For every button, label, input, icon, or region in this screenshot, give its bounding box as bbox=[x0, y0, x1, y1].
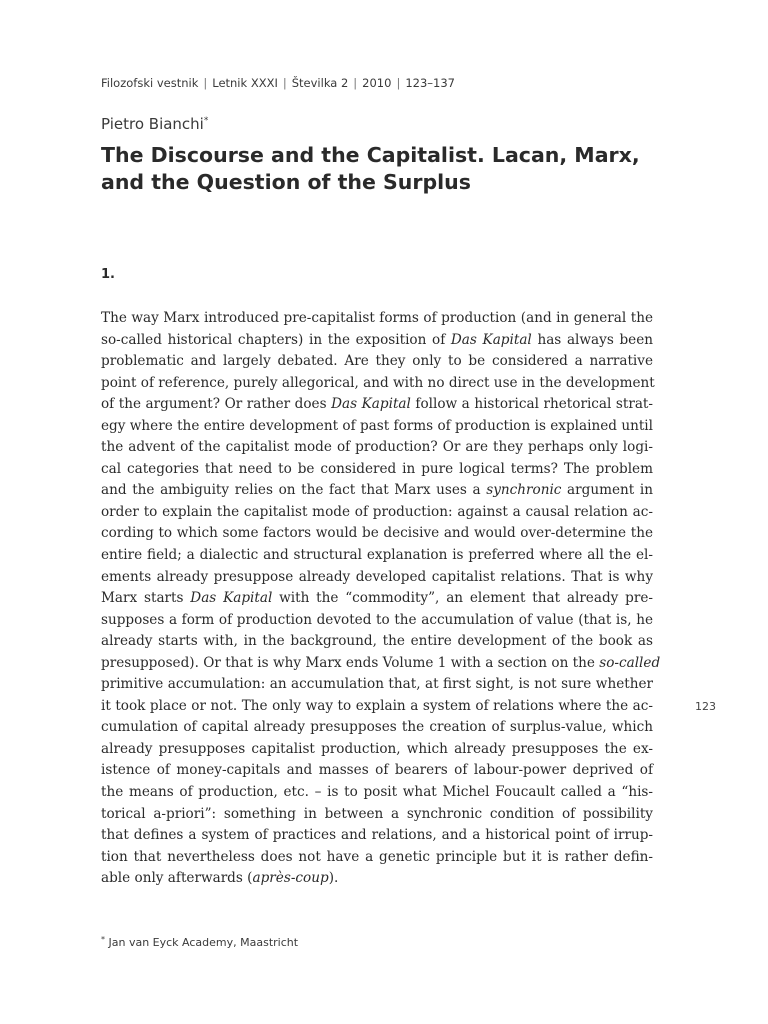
title-line-1: The Discourse and the Capitalist. Lacan, Marx, bbox=[101, 143, 640, 167]
body-paragraph bbox=[101, 308, 661, 890]
body-line bbox=[101, 373, 653, 395]
body-text-segment: ements already presuppose already developed capitalist relations. That is why bbox=[101, 568, 653, 585]
body-text-segment: presupposed). Or that is why Marx ends Volume 1 with a section on the bbox=[101, 654, 600, 671]
body-line bbox=[101, 437, 653, 459]
body-line bbox=[101, 825, 653, 847]
header-separator: | bbox=[282, 76, 287, 90]
body-text-segment: the advent of the capitalist mode of production? Or are they perhaps only logi- bbox=[101, 439, 653, 456]
page-number: 123 bbox=[695, 700, 716, 713]
body-text-segment: it took place or not. The only way to explain a system of relations where the ac- bbox=[101, 697, 653, 714]
header-separator: | bbox=[353, 76, 358, 90]
body-emphasis: Das Kapital bbox=[331, 396, 411, 413]
body-text-segment: problematic and largely debated. Are they only to be considered a narrative bbox=[101, 353, 653, 370]
journal-volume: Letnik XXXI bbox=[212, 76, 278, 90]
body-text-segment: already presupposes capitalist production, which already presupposes the ex- bbox=[101, 740, 653, 757]
body-line bbox=[101, 847, 653, 869]
body-text-segment: argument in bbox=[561, 482, 653, 499]
body-text-segment: the means of production, etc. – is to posit what Michel Foucault called a “his- bbox=[101, 784, 653, 801]
body-line bbox=[101, 480, 653, 502]
journal-header bbox=[101, 76, 455, 90]
author-footnote-marker: * bbox=[203, 116, 209, 126]
footnote-text: Jan van Eyck Academy, Maastricht bbox=[108, 936, 299, 949]
body-text-segment: istence of money-capitals and masses of bearers of labour-power deprived of bbox=[101, 762, 653, 779]
body-text-segment: cal categories that need to be considered in pure logical terms? The problem bbox=[101, 460, 653, 477]
body-text-segment: torical a-priori”: something in between a synchronic condition of possibility bbox=[101, 805, 653, 822]
body-line bbox=[101, 308, 653, 330]
body-text-segment: already starts with, in the background, the entire development of the book as bbox=[101, 633, 653, 650]
body-text-segment: of the argument? Or rather does bbox=[101, 396, 332, 413]
body-text-segment: order to explain the capitalist mode of production: against a causal relation ac- bbox=[101, 503, 653, 520]
journal-pages: 123–137 bbox=[405, 76, 455, 90]
body-line bbox=[101, 674, 653, 696]
body-text-segment: ). bbox=[328, 870, 339, 887]
body-line bbox=[101, 868, 653, 890]
body-line bbox=[101, 653, 661, 675]
journal-name: Filozofski vestnik bbox=[101, 76, 199, 90]
author-name: Pietro Bianchi bbox=[101, 115, 204, 133]
body-line bbox=[101, 545, 653, 567]
body-text-segment: able only afterwards ( bbox=[101, 870, 253, 887]
body-line bbox=[101, 610, 653, 632]
footnote-marker: * bbox=[101, 935, 105, 944]
body-emphasis: synchronic bbox=[486, 482, 562, 499]
body-line bbox=[101, 459, 653, 481]
body-emphasis: Das Kapital bbox=[450, 331, 532, 348]
body-text-segment: and the ambiguity relies on the fact that Marx uses a bbox=[101, 482, 487, 499]
body-text-segment: cumulation of capital already presupposes the creation of surplus-value, which bbox=[101, 719, 653, 736]
body-line bbox=[101, 330, 653, 352]
body-emphasis: après-coup bbox=[252, 870, 329, 887]
body-text-segment: point of reference, purely allegorical, and with no direct use in the development bbox=[101, 374, 655, 391]
body-line bbox=[101, 717, 653, 739]
author-line bbox=[101, 115, 208, 133]
body-line bbox=[101, 782, 653, 804]
body-emphasis: so-called bbox=[599, 654, 661, 671]
article-title bbox=[101, 142, 661, 196]
body-text-segment: that defines a system of practices and relations, and a historical point of irrup- bbox=[101, 827, 653, 844]
body-line bbox=[101, 631, 653, 653]
body-text-segment: cording to which some factors would be decisive and would over-determine the bbox=[101, 525, 653, 542]
body-line bbox=[101, 760, 653, 782]
title-line-2: and the Question of the Surplus bbox=[101, 170, 471, 194]
body-text-segment: egy where the entire development of past forms of production is explained until bbox=[101, 417, 653, 434]
body-line bbox=[101, 351, 653, 373]
section-heading: 1. bbox=[101, 267, 115, 282]
body-text-segment: with the “commodity”, an element that already pre- bbox=[272, 590, 653, 607]
body-line bbox=[101, 588, 653, 610]
body-line bbox=[101, 523, 653, 545]
body-text-segment: primitive accumulation: an accumulation that, at first sight, is not sure whether bbox=[101, 676, 653, 693]
header-separator: | bbox=[203, 76, 208, 90]
header-separator: | bbox=[396, 76, 401, 90]
body-line bbox=[101, 804, 653, 826]
body-line bbox=[101, 739, 653, 761]
body-line bbox=[101, 696, 653, 718]
journal-year: 2010 bbox=[362, 76, 392, 90]
body-line bbox=[101, 567, 653, 589]
body-line bbox=[101, 394, 653, 416]
body-text-segment: supposes a form of production devoted to the accumulation of value (that is, he bbox=[101, 611, 653, 628]
body-line bbox=[101, 416, 653, 438]
body-text-segment: follow a historical rhetorical strat- bbox=[410, 396, 653, 413]
body-text-segment: Marx starts bbox=[101, 590, 191, 607]
body-text-segment: The way Marx introduced pre-capitalist forms of production (and in general the bbox=[101, 310, 653, 326]
body-text-segment: tion that nevertheless does not have a genetic principle but it is rather defin- bbox=[101, 848, 653, 865]
body-text-segment: entire field; a dialectic and structural explanation is preferred where all the el- bbox=[101, 547, 653, 564]
journal-issue: Številka 2 bbox=[291, 76, 349, 90]
body-text-segment: has always been bbox=[531, 331, 653, 348]
body-emphasis: Das Kapital bbox=[190, 590, 273, 607]
body-text-segment: so-called historical chapters) in the exposition of bbox=[101, 331, 451, 348]
footnote bbox=[101, 935, 298, 949]
body-line bbox=[101, 502, 653, 524]
